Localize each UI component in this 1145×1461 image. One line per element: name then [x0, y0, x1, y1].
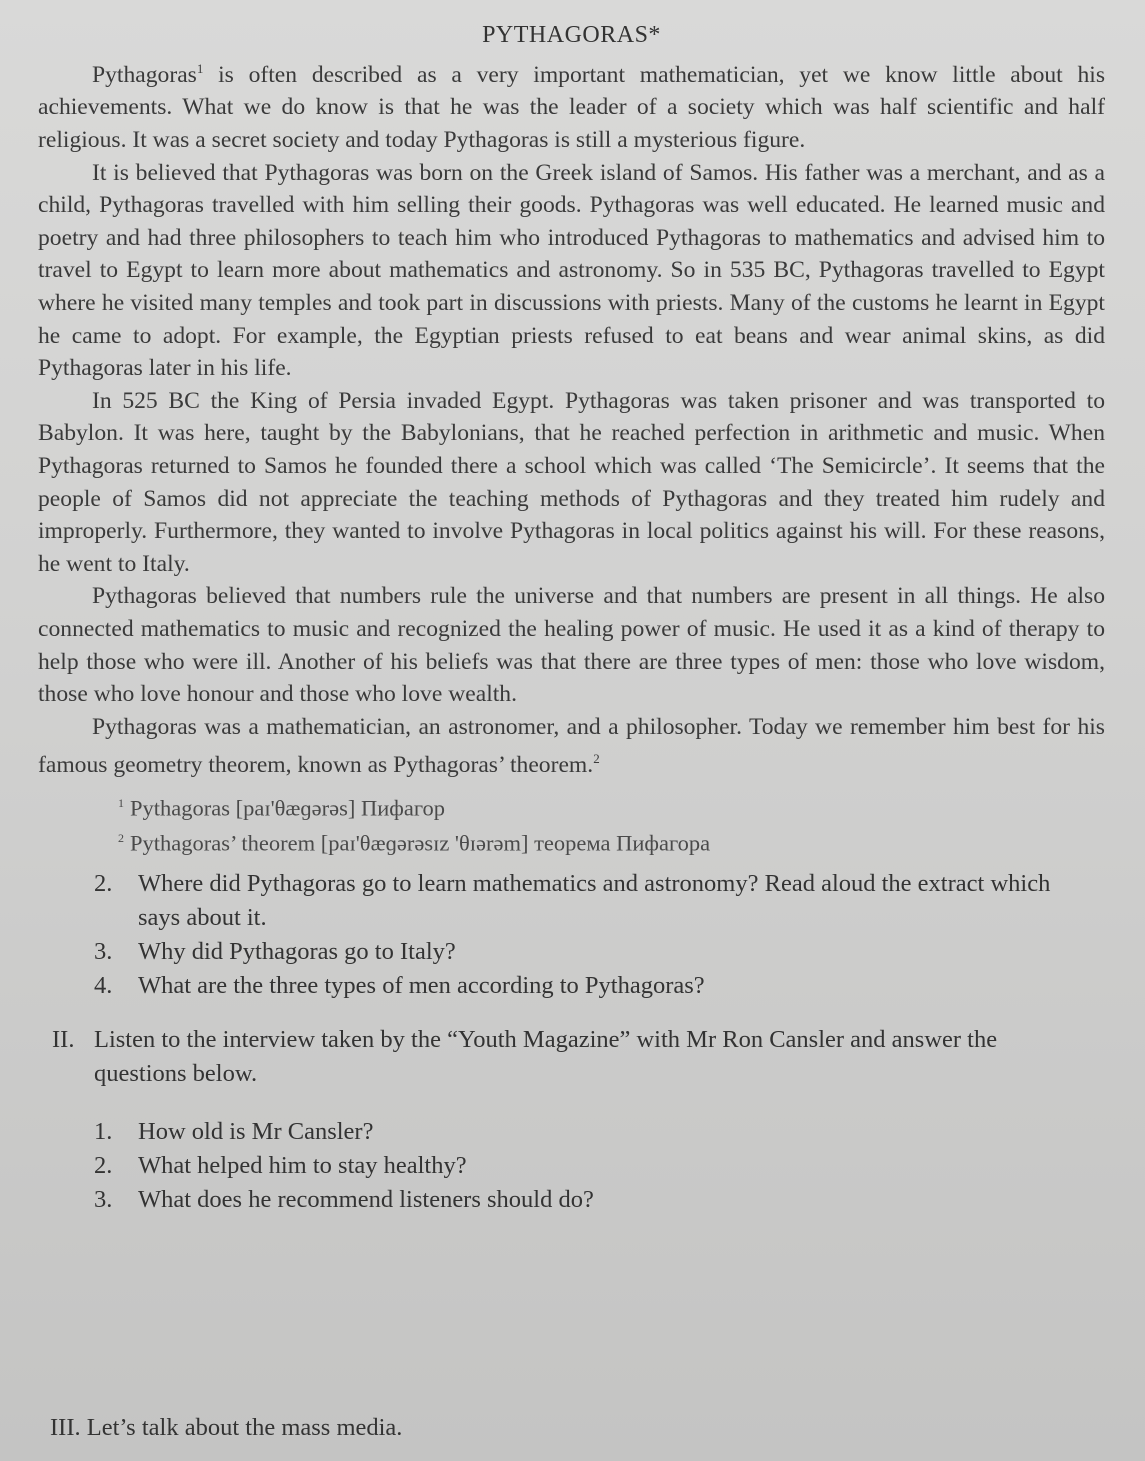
question-text: What helped him to stay healthy? — [138, 1151, 467, 1179]
section-3-heading: III. Let’s talk about the mass media. — [50, 1414, 403, 1441]
list-item — [94, 1115, 1105, 1149]
question-number: 3. — [94, 1185, 113, 1213]
question-text: What are the three types of men according to Pythagoras? — [138, 971, 705, 999]
question-number: 3. — [94, 937, 113, 965]
list-item — [94, 935, 1105, 969]
question-number: 4. — [94, 971, 113, 999]
question-list — [94, 867, 1105, 1003]
question-number: 2. — [94, 869, 113, 897]
footnote-2-mark: 2 — [118, 831, 124, 846]
paragraph-3: In 525 BC the King of Persia invaded Egypt. Pythagoras was taken prisoner and was transported to Babylon. It was here, taught by the Babylonians, that he reached perfection in arithmetic and music. When Pythagoras returned to Samos he founded there a school which was called ‘The Semicircle’. It seems that the people of Samos did not appreciate the teaching methods of Pythagoras and they treated him rudely and improperly. Furthermore, they wanted to involve Pythagoras in local politics against his will. For these reasons, he went to Italy. — [38, 387, 1105, 577]
paragraph-4: Pythagoras believed that numbers rule the universe and that numbers are present in all things. He also connected mathematics to music and recognized the healing power of music. He used it as a kind of therapy to help those who were ill. Another of his beliefs was that there are three types of men: those who love wisdom, those who love honour and those who love wealth. — [38, 583, 1105, 708]
section-2-heading — [38, 1023, 1105, 1091]
paragraph-5 — [38, 711, 1105, 782]
footnote-mark-2: 2 — [593, 751, 600, 767]
question-number: 1. — [94, 1117, 113, 1145]
document-title: PYTHAGORAS* — [482, 22, 661, 48]
question-text: Where did Pythagoras go to learn mathematics and astronomy? Read aloud the extract which says about it. — [138, 869, 1051, 931]
list-item — [94, 867, 1105, 935]
paragraph-1-rest: is often described as a very important mathematician, yet we know little about his achievements. What we do know is that he was the leader of a society which was half scientific and half religious. It was a secret society and today Pythagoras is still a mysterious figure. — [38, 61, 1105, 154]
list-item — [94, 1183, 1105, 1217]
paragraph-5-text: Pythagoras was a mathematician, an astronomer, and a philosopher. Today we remember him best for his famous geometry theorem, known as Pythagoras’ theorem. — [38, 713, 1105, 779]
section-2-number: II. — [52, 1025, 75, 1053]
paragraph-1-start: Pythagoras — [92, 61, 197, 88]
footnote-2-text: Pythagoras’ theorem [paɪ'θæɡərəsɪz 'θɪərəm] теорема Пифагора — [130, 830, 711, 856]
question-text: How old is Mr Cansler? — [138, 1117, 374, 1145]
footnote-mark-1: 1 — [196, 61, 204, 76]
footnote-1-text: Pythagoras [paɪ'θæɡərəs] Пифагор — [130, 795, 446, 821]
question-text: What does he recommend listeners should do? — [138, 1185, 594, 1213]
footnote-1 — [118, 788, 1105, 824]
paragraph-1 — [38, 53, 1105, 157]
paragraph-2: It is believed that Pythagoras was born on the Greek island of Samos. His father was a merchant, and as a child, Pythagoras travelled with him selling their goods. Pythagoras was well educated. He learned music and poetry and had three philosophers to teach him who introduced Pythagoras to mathematics and advised him to travel to Egypt to learn more about mathematics and astronomy. So in 535 BC, Pythagoras travelled to Egypt where he visited many temples and took part in discussions with priests. Many of the customs he learnt in Egypt he came to adopt. For example, the Egyptian priests refused to eat beans and wear animal skins, as did Pythagoras later in his life. — [38, 159, 1105, 382]
question-number: 2. — [94, 1151, 113, 1179]
footnote-2 — [118, 823, 1105, 859]
footnote-1-mark: 1 — [118, 795, 124, 810]
list-item — [94, 1149, 1105, 1183]
section-2-question-list — [94, 1115, 1105, 1217]
question-text: Why did Pythagoras go to Italy? — [138, 937, 456, 965]
footnotes — [118, 788, 1105, 859]
list-item — [94, 969, 1105, 1003]
section-2-text: Listen to the interview taken by the “Youth Magazine” with Mr Ron Cansler and answer the questions below. — [94, 1025, 998, 1087]
